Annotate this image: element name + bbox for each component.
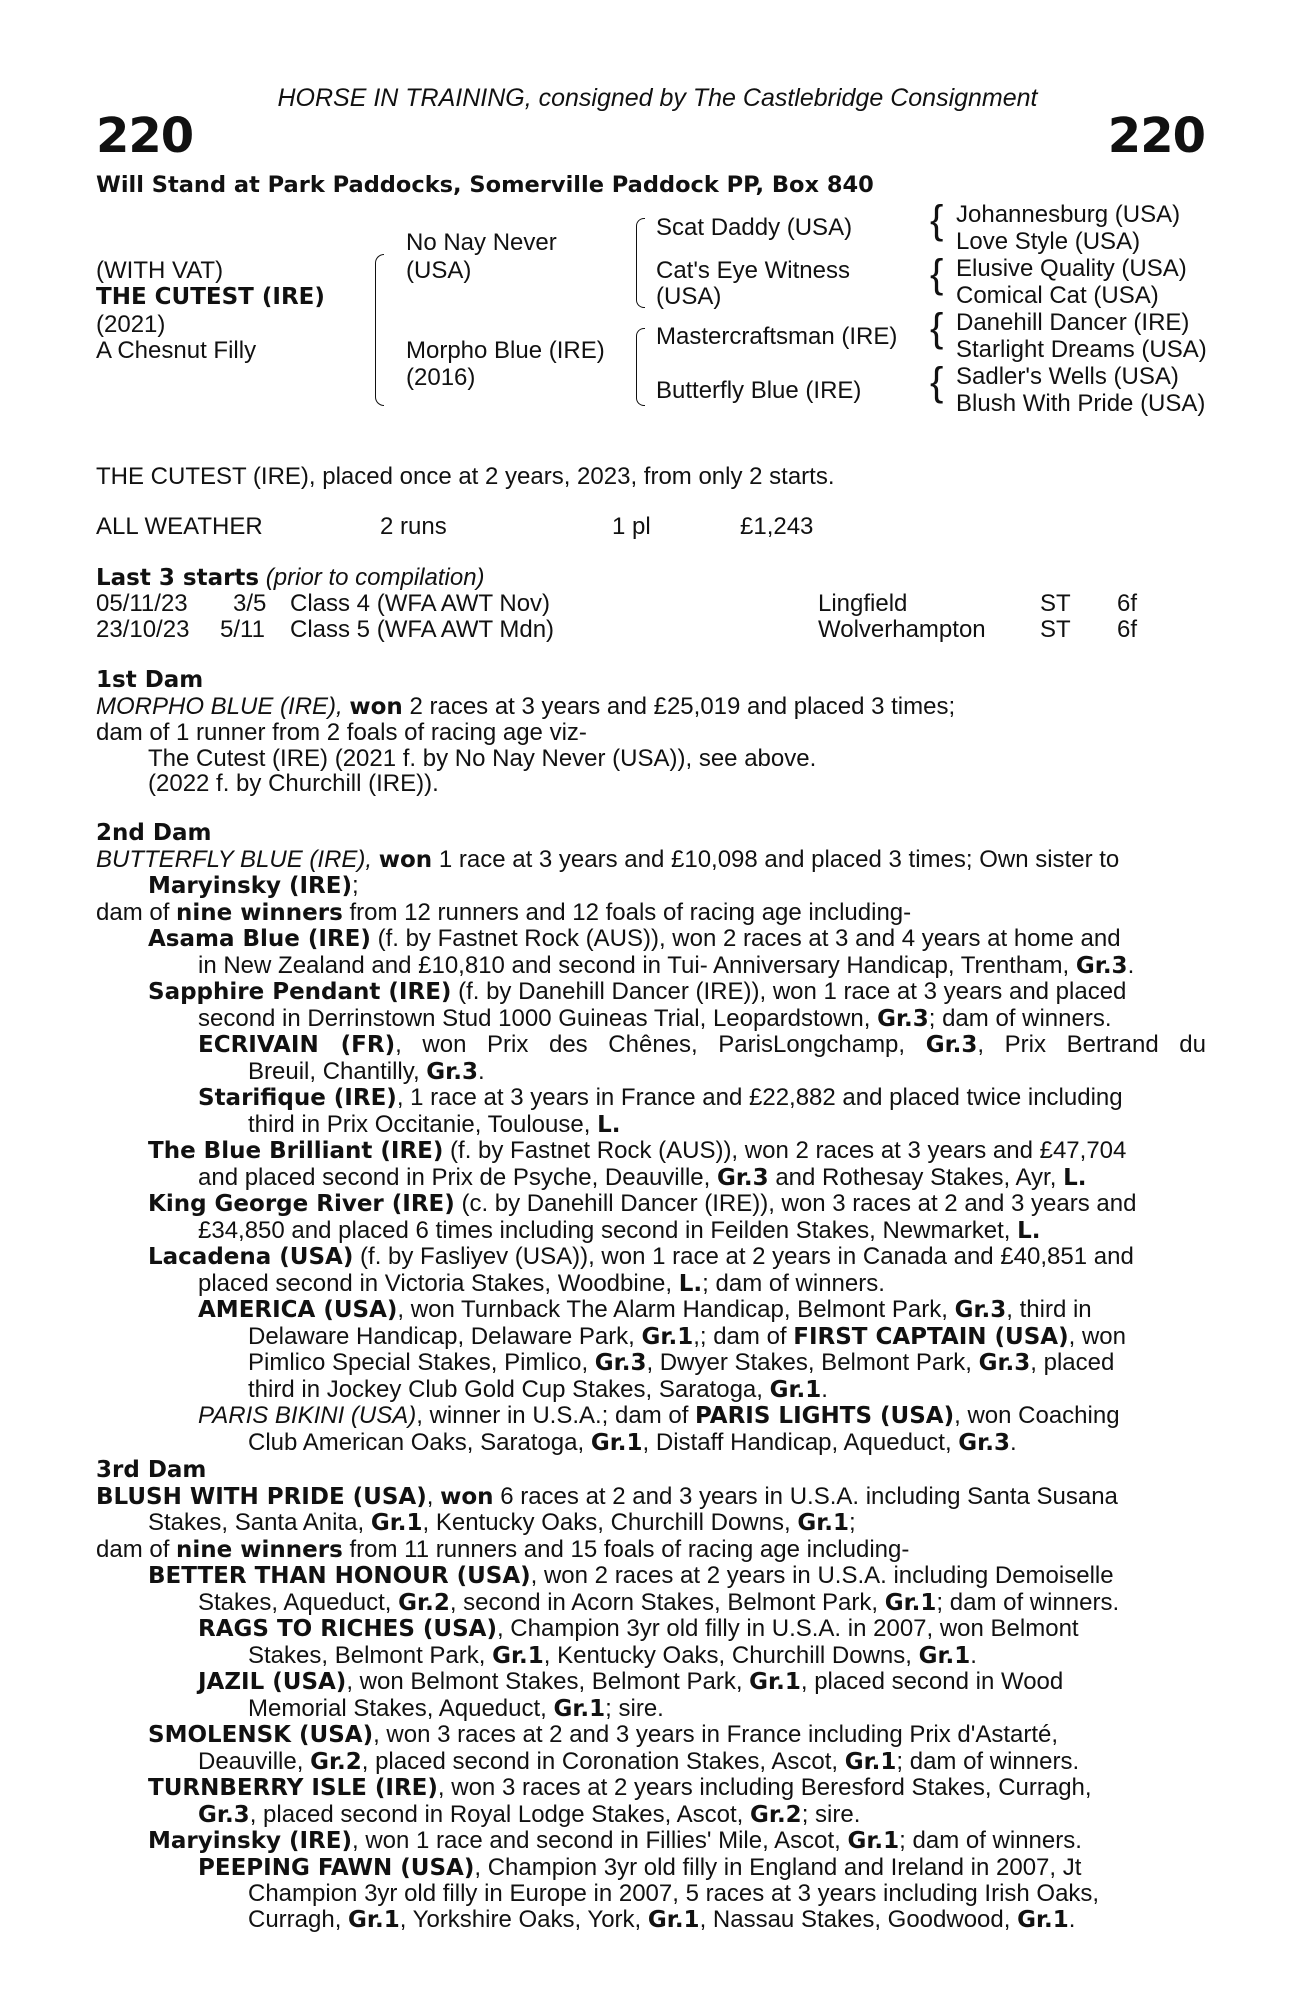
g3-2: Love Style (USA) (956, 228, 1141, 255)
horse-description: A Chesnut Filly (96, 337, 257, 364)
list-item: £34,850 and placed 6 times including second in Feilden Stakes, Newmarket, L. (198, 1216, 1041, 1244)
third-dam-heading: 3rd Dam (96, 1457, 207, 1483)
start-date: 23/10/23 (96, 616, 190, 643)
last-starts-note: (prior to compilation) (265, 564, 485, 591)
start-course: Lingfield (818, 590, 908, 617)
start-going: ST (1040, 590, 1071, 617)
consignor-line: HORSE IN TRAINING, consigned by The Castlebridge Consignment (277, 84, 1038, 112)
list-item: AMERICA (USA), won Turnback The Alarm Handicap, Belmont Park, Gr.3, third in (198, 1296, 1092, 1323)
g3-3: Elusive Quality (USA) (956, 255, 1187, 282)
list-item: third in Jockey Club Gold Cup Stakes, Saratoga, Gr.1. (248, 1375, 828, 1403)
sire-dam-line2: (USA) (656, 283, 722, 310)
list-item: third in Prix Occitanie, Toulouse, L. (248, 1110, 621, 1138)
race-summary: THE CUTEST (IRE), placed once at 2 years, 2023, from only 2 starts. (96, 463, 835, 490)
third-dam-line: dam of nine winners from 11 runners and 15 foals of racing age including- (96, 1535, 910, 1563)
g3-4: Comical Cat (USA) (956, 282, 1159, 309)
dam-line2: (2016) (406, 364, 476, 391)
list-item: ECRIVAIN (FR), won Prix des Chênes, ParisLongchamp, Gr.3, Prix Bertrand du (198, 1031, 1206, 1058)
start-course: Wolverhampton (818, 616, 986, 643)
list-item: Maryinsky (IRE), won 1 race and second in Fillies' Mile, Ascot, Gr.1; dam of winners. (148, 1827, 1082, 1854)
g3-6: Starlight Dreams (USA) (956, 336, 1207, 363)
list-item: second in Derrinstown Stud 1000 Guineas Trial, Leopardstown, Gr.3; dam of winners. (198, 1004, 1112, 1032)
brace-main (375, 254, 384, 406)
brace-g3-4: { (930, 360, 944, 404)
list-item: RAGS TO RICHES (USA), Champion 3yr old filly in U.S.A. in 2007, won Belmont (198, 1615, 1079, 1642)
g3-7: Sadler's Wells (USA) (956, 363, 1179, 390)
list-item: Sapphire Pendant (IRE) (f. by Danehill Dancer (IRE)), won 1 race at 3 years and placed (148, 978, 1127, 1005)
start-going: ST (1040, 616, 1071, 643)
list-item: Delaware Handicap, Delaware Park, Gr.1,; dam of FIRST CAPTAIN (USA), won (248, 1322, 1126, 1350)
list-item: BETTER THAN HONOUR (USA), won 2 races at 2 years in U.S.A. including Demoiselle (148, 1562, 1114, 1589)
brace-g3-3: { (930, 306, 944, 350)
lot-number-left: 220 (96, 108, 194, 164)
list-item: Memorial Stakes, Aqueduct, Gr.1; sire. (248, 1694, 664, 1722)
brace-dam (636, 328, 645, 406)
sire-line1: No Nay Never (406, 229, 557, 256)
record-surface: ALL WEATHER (96, 513, 263, 540)
start-race: Class 5 (WFA AWT Mdn) (290, 616, 555, 643)
list-item: Club American Oaks, Saratoga, Gr.1, Distaff Handicap, Aqueduct, Gr.3. (248, 1428, 1017, 1456)
brace-g3-2: { (930, 252, 944, 296)
horse-name: THE CUTEST (IRE) (96, 284, 325, 310)
start-dist: 6f (1117, 590, 1138, 617)
list-item: and placed second in Prix de Psyche, Deauville, Gr.3 and Rothesay Stakes, Ayr, L. (198, 1163, 1087, 1191)
sire-sire: Scat Daddy (USA) (656, 214, 853, 241)
lot-number-right: 220 (1107, 108, 1205, 164)
first-dam-line: MORPHO BLUE (IRE), won 2 races at 3 years and £25,019 and placed 3 times; (96, 692, 956, 720)
list-item: Asama Blue (IRE) (f. by Fastnet Rock (AUS)), won 2 races at 3 and 4 years at home and (148, 925, 1121, 952)
second-dam-section (96, 821, 1206, 1456)
second-dam-heading: 2nd Dam (96, 820, 212, 846)
g3-8: Blush With Pride (USA) (956, 390, 1206, 417)
third-dam-line: BLUSH WITH PRIDE (USA), won 6 races at 2 and 3 years in U.S.A. including Santa Susana (96, 1482, 1118, 1510)
list-item: Lacadena (USA) (f. by Fasliyev (USA)), won 1 race at 2 years in Canada and £40,851 and (148, 1243, 1134, 1270)
list-item: King George River (IRE) (c. by Danehill Dancer (IRE)), won 3 races at 2 and 3 years and (148, 1190, 1137, 1217)
second-dam-line: BUTTERFLY BLUE (IRE), won 1 race at 3 years and £10,098 and placed 3 times; Own sister to (96, 845, 1120, 873)
second-dam-line: dam of nine winners from 12 runners and 12 foals of racing age including- (96, 898, 912, 926)
list-item: PEEPING FAWN (USA), Champion 3yr old filly in England and Ireland in 2007, Jt (198, 1853, 1082, 1881)
third-dam-line: Stakes, Santa Anita, Gr.1, Kentucky Oaks, Churchill Downs, Gr.1; (148, 1509, 856, 1536)
start-pos: 3/5 (233, 590, 267, 617)
g3-5: Danehill Dancer (IRE) (956, 309, 1190, 336)
start-date: 05/11/23 (96, 590, 188, 617)
list-item: Champion 3yr old filly in Europe in 2007, 5 races at 3 years including Irish Oaks, (248, 1880, 1100, 1907)
record-earnings: £1,243 (740, 513, 814, 540)
dam-line1: Morpho Blue (IRE) (406, 337, 605, 364)
dam-dam: Butterfly Blue (IRE) (656, 377, 862, 404)
third-dam-section (96, 1458, 1206, 1933)
brace-g3-1: { (930, 198, 944, 242)
list-item: The Blue Brilliant (IRE) (f. by Fastnet Rock (AUS)), won 2 races at 3 years and £47,704 (148, 1137, 1127, 1164)
record-placed: 1 pl (612, 513, 651, 540)
second-dam-line: Maryinsky (IRE); (148, 872, 359, 899)
location-line: Will Stand at Park Paddocks, Somerville Paddock PP, Box 840 (96, 172, 874, 198)
brace-sire (636, 218, 645, 308)
start-dist: 6f (1117, 616, 1138, 643)
first-dam-section (96, 668, 1206, 797)
list-item: Breuil, Chantilly, Gr.3. (248, 1057, 485, 1085)
first-dam-line: The Cutest (IRE) (2021 f. by No Nay Never (USA)), see above. (148, 744, 817, 772)
list-item: JAZIL (USA), won Belmont Stakes, Belmont Park, Gr.1, placed second in Wood (198, 1668, 1064, 1695)
sire-line2: (USA) (406, 257, 472, 284)
g3-1: Johannesburg (USA) (956, 201, 1181, 228)
last-starts-heading: Last 3 starts (96, 565, 260, 591)
list-item: Curragh, Gr.1, Yorkshire Oaks, York, Gr.1, Nassau Stakes, Goodwood, Gr.1. (248, 1905, 1076, 1933)
list-item: Stakes, Belmont Park, Gr.1, Kentucky Oaks, Churchill Downs, Gr.1. (248, 1641, 977, 1669)
record-runs: 2 runs (380, 513, 447, 540)
dam-sire: Mastercraftsman (IRE) (656, 323, 898, 350)
list-item: Stakes, Aqueduct, Gr.2, second in Acorn Stakes, Belmont Park, Gr.1; dam of winners. (198, 1588, 1120, 1616)
start-race: Class 4 (WFA AWT Nov) (290, 590, 551, 617)
horse-year: (2021) (96, 311, 166, 338)
list-item: in New Zealand and £10,810 and second in Tui- Anniversary Handicap, Trentham, Gr.3. (198, 951, 1135, 979)
list-item: SMOLENSK (USA), won 3 races at 2 and 3 years in France including Prix d'Astarté, (148, 1721, 1059, 1748)
first-dam-line: dam of 1 runner from 2 foals of racing age viz- (96, 719, 587, 746)
list-item: Deauville, Gr.2, placed second in Coronation Stakes, Ascot, Gr.1; dam of winners. (198, 1747, 1080, 1775)
vat-note: (WITH VAT) (96, 257, 224, 284)
first-dam-line: (2022 f. by Churchill (IRE)). (148, 770, 439, 797)
sire-dam-line1: Cat's Eye Witness (656, 257, 850, 284)
list-item: Starifique (IRE), 1 race at 3 years in France and £22,882 and placed twice including (198, 1084, 1123, 1111)
list-item: Pimlico Special Stakes, Pimlico, Gr.3, Dwyer Stakes, Belmont Park, Gr.3, placed (248, 1349, 1115, 1376)
list-item: TURNBERRY ISLE (IRE), won 3 races at 2 years including Beresford Stakes, Curragh, (148, 1774, 1092, 1801)
list-item: placed second in Victoria Stakes, Woodbine, L.; dam of winners. (198, 1269, 885, 1297)
list-item: PARIS BIKINI (USA), winner in U.S.A.; dam of PARIS LIGHTS (USA), won Coaching (198, 1402, 1120, 1429)
start-pos: 5/11 (220, 616, 265, 643)
list-item: Gr.3, placed second in Royal Lodge Stakes, Ascot, Gr.2; sire. (198, 1800, 861, 1828)
first-dam-heading: 1st Dam (96, 667, 204, 693)
